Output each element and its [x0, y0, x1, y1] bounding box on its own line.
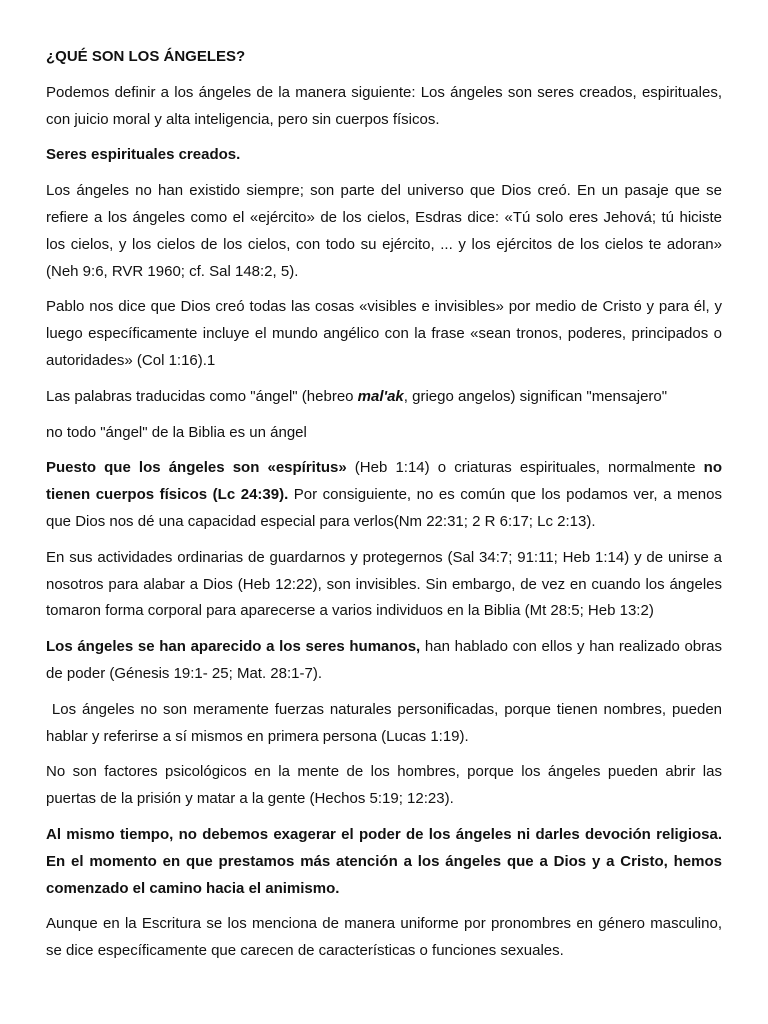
- paragraph-gender: Aunque en la Escritura se los menciona de manera uniforme por pronombres en género masculino, se dice específicamente que carecen de características o funciones sexuales.: [46, 915, 722, 960]
- spirits-text-2: Por consiguiente, no es común que los podamos ver, a menos que Dios nos dé una capacidad especial para verlos(Nm 22:31; 2 R 6:17; Lc 2:13).: [46, 486, 722, 530]
- word-meaning-post: , griego angelos) significan "mensajero": [403, 387, 668, 405]
- hebrew-term: mal'ak: [357, 387, 404, 405]
- appeared-text: han hablado con ellos y han realizado obras de poder (Génesis 19:1- 25; Mat. 28:1-7).: [46, 638, 722, 682]
- spirits-text-1: (Heb 1:14) o criaturas espirituales, normalmente: [346, 459, 704, 477]
- document-title: ¿QUÉ SON LOS ÁNGELES?: [46, 48, 246, 65]
- paragraph-spirits: [46, 455, 722, 535]
- spirits-bold-1: Puesto que los ángeles son «espíritus»: [46, 459, 347, 477]
- section-heading-created-spirits: Seres espirituales creados.: [46, 146, 241, 164]
- paragraph-word-meaning: [46, 384, 722, 411]
- paragraph-not-psychological: No son factores psicológicos en la mente de los hombres, porque los ángeles pueden abrir las puertas de la prisión y matar a la gente (Hechos 5:19; 12:23).: [46, 763, 722, 808]
- paragraph-warning: Al mismo tiempo, no debemos exagerar el poder de los ángeles ni darles devoción religiosa. En el momento en que prestamos más atención a los ángeles que a Dios y a Cristo, hemos comenzado el camino hacia el animismo.: [46, 825, 722, 897]
- paragraph-not-always-existed: Los ángeles no han existido siempre; son parte del universo que Dios creó. En un pasaje que se refiere a los ángeles como el «ejército» de los cielos, Esdras dice: «Tú solo eres Jehová; tú hiciste los cielos, y los cielos de los cielos, con todo su ejército, ... y los ejércitos de los cielos te adoran» (Neh 9:6, RVR 1960; cf. Sal 148:2, 5).: [46, 182, 722, 280]
- spirits-bold-2: no tienen cuerpos físicos (Lc 24:39).: [46, 459, 722, 504]
- appeared-bold: Los ángeles se han aparecido a los seres humanos,: [46, 638, 421, 656]
- paragraph-definition: Podemos definir a los ángeles de la manera siguiente: Los ángeles son seres creados, espirituales, con juicio moral y alta inteligencia, pero sin cuerpos físicos.: [46, 83, 722, 128]
- paragraph-ordinary-activities: En sus actividades ordinarias de guardarnos y protegernos (Sal 34:7; 91:11; Heb 1:14) y de unirse a nosotros para alabar a Dios (Heb 12:22), son invisibles. Sin embargo, de vez en cuando los ángeles tomaron forma corporal para aparecerse a varios individuos en la Biblia (Mt 28:5; Heb 13:2): [46, 548, 722, 620]
- paragraph-visible-invisible: Pablo nos dice que Dios creó todas las cosas «visibles e invisibles» por medio de Cristo y para él, y luego específicamente incluye el mundo angélico con la frase «sean tronos, poderes, principados o autoridades» (Col 1:16).1: [46, 298, 722, 369]
- paragraph-not-every-angel: no todo "ángel" de la Biblia es un ángel: [46, 423, 307, 441]
- paragraph-appeared-to-humans: [46, 634, 722, 688]
- paragraph-not-natural-forces: Los ángeles no son meramente fuerzas naturales personificadas, porque tienen nombres, pueden hablar y referirse a sí mismos en primera persona (Lucas 1:19).: [46, 700, 727, 745]
- word-meaning-pre: Las palabras traducidas como "ángel" (hebreo: [46, 387, 358, 405]
